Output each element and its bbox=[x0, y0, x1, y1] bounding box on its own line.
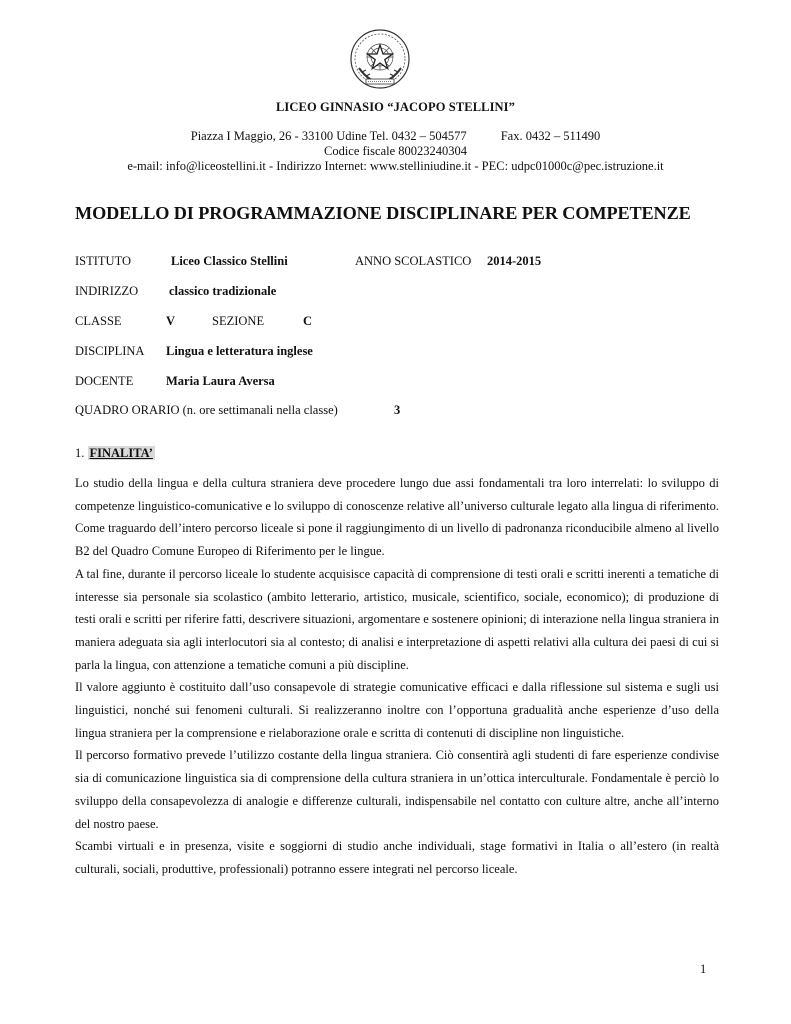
fiscal-code: Codice fiscale 80023240304 bbox=[323, 144, 468, 158]
fax-text: Fax. 0432 – 511490 bbox=[500, 129, 601, 143]
section-body bbox=[75, 472, 719, 881]
section-heading bbox=[75, 446, 155, 461]
paragraph: Il valore aggiunto è costituito dall’uso consapevole di strategie comunicative efficaci e dalla riflessione sul sistema e sugli usi linguistici, nonché sui fenomeni culturali. Si realizzeranno inoltre con l’opportuna gradualità anche esperienze d’uso della lingua straniera per la comprensione e rielaborazione orale e scritta di contenuti di discipline non linguistiche. bbox=[75, 680, 719, 740]
italian-republic-emblem-icon bbox=[349, 28, 411, 90]
classe-label: CLASSE bbox=[75, 314, 122, 328]
document-title: MODELLO DI PROGRAMMAZIONE DISCIPLINARE PER COMPETENZE bbox=[75, 203, 691, 223]
sezione-label: SEZIONE bbox=[212, 314, 265, 328]
paragraph: A tal fine, durante il percorso liceale lo studente acquisisce capacità di comprensione di testi orali e scritti inerenti a tematiche di interesse sia personale sia scolastico (ambito letterario, artistico, musicale, scientifico, sociale, economico); di produzione di testi orali e scritti per riferire fatti, descrivere situazioni, argomentare e sostenere opinioni; di interazione nella lingua straniera in maniera adeguata sia agli interlocutori sia al contesto; di analisi e interpretazione di aspetti relativi alla cultura dei paesi di cui si parla la lingua, con attenzione a tematiche comuni a più discipline. bbox=[75, 566, 719, 672]
section-title: FINALITA’ bbox=[89, 446, 153, 460]
istituto-label: ISTITUTO bbox=[75, 254, 132, 268]
disciplina-label: DISCIPLINA bbox=[75, 344, 145, 358]
indirizzo-label: INDIRIZZO bbox=[75, 284, 139, 298]
istituto-value: Liceo Classico Stellini bbox=[171, 254, 288, 268]
school-address bbox=[0, 129, 791, 144]
page-number: 1 bbox=[700, 962, 707, 976]
docente-value: Maria Laura Aversa bbox=[166, 374, 275, 388]
paragraph: Scambi virtuali e in presenza, visite e soggiorni di studio anche individuali, stage formativi in Italia o all’estero (in realtà culturali, sociali, produttive, professionali) potranno essere integrati nel percorso liceale. bbox=[75, 839, 719, 876]
classe-value: V bbox=[166, 314, 176, 328]
paragraph: Il percorso formativo prevede l’utilizzo costante della lingua straniera. Ciò consentirà agli studenti di fare esperienze condivise sia di comunicazione linguistica sia di comprensione della cultura straniera in un’ottica interculturale. Fondamentale è perciò lo sviluppo della consapevolezza di analogie e differenze culturali, indispensabile nel contatto con culture altre, anche all’interno del nostro paese. bbox=[75, 748, 719, 831]
anno-value: 2014-2015 bbox=[487, 254, 542, 268]
paragraph: Lo studio della lingua e della cultura straniera deve procedere lungo due assi fondamentali tra loro interrelati: lo sviluppo di competenze linguistico-comunicative e lo sviluppo di conoscenze relative all’universo culturale legato alla lingua di riferimento. Come traguardo dell’intero percorso liceale si pone il raggiungimento di un livello di padronanza riconducibile almeno al livello B2 del Quadro Comune Europeo di Riferimento per le lingue. bbox=[75, 476, 719, 559]
sezione-value: C bbox=[303, 314, 313, 328]
contact-line: e-mail: info@liceostellini.it - Indirizzo Internet: www.stelliniudine.it - PEC: udpc01000c@pec.istruzione.it bbox=[127, 159, 664, 173]
quadro-orario-value: 3 bbox=[394, 403, 401, 417]
address-text: Piazza I Maggio, 26 - 33100 Udine Tel. 0432 – 504577 bbox=[190, 129, 467, 143]
docente-label: DOCENTE bbox=[75, 374, 134, 388]
anno-label: ANNO SCOLASTICO bbox=[355, 254, 472, 268]
section-number: 1. bbox=[75, 446, 85, 460]
disciplina-value: Lingua e letteratura inglese bbox=[166, 344, 313, 358]
quadro-orario-label: QUADRO ORARIO (n. ore settimanali nella classe) bbox=[75, 403, 338, 417]
indirizzo-value: classico tradizionale bbox=[169, 284, 277, 298]
school-name: LICEO GINNASIO “JACOPO STELLINI” bbox=[275, 100, 515, 114]
